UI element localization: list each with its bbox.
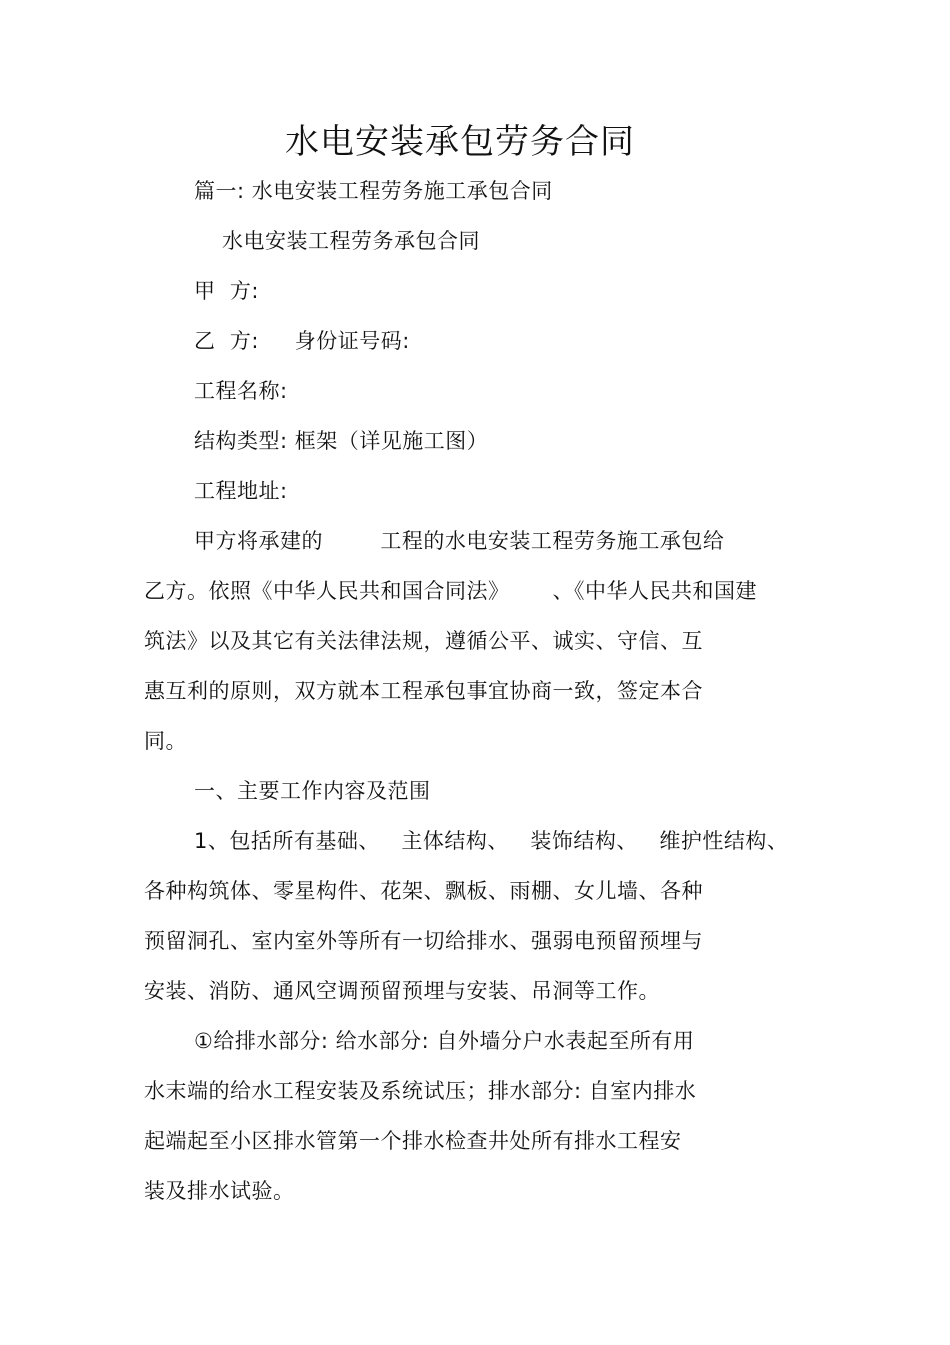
paragraph-line: ①给排水部分: 给水部分: 自外墙分户水表起至所有用 xyxy=(194,1029,695,1053)
project-name-field: 工程名称: xyxy=(194,379,288,403)
section-one-heading: 一、主要工作内容及范围 xyxy=(194,779,431,803)
paragraph-line: 预留洞孔、室内室外等所有一切给排水、强弱电预留预埋与 xyxy=(144,929,703,953)
party-b-field: 乙 方: 身份证号码: xyxy=(194,329,410,353)
paragraph-line: 起端起至小区排水管第一个排水检查井处所有排水工程安 xyxy=(144,1129,682,1153)
paragraph-line: 乙方。依照《中华人民共和国合同法》 、《中华人民共和国建 xyxy=(144,579,758,603)
party-a-field: 甲 方: xyxy=(194,279,259,303)
paragraph-line: 筑法》以及其它有关法律法规，遵循公平、诚实、守信、互 xyxy=(144,629,703,653)
document-title: 水电安装承包劳务合同 xyxy=(285,122,635,162)
project-address-field: 工程地址: xyxy=(194,479,288,503)
structure-type-field: 结构类型: 框架（详见施工图） xyxy=(194,429,489,453)
paragraph-line: 水末端的给水工程安装及系统试压；排水部分: 自室内排水 xyxy=(144,1079,697,1103)
paragraph-line: 甲方将承建的 工程的水电安装工程劳务施工承包给 xyxy=(194,529,725,553)
paragraph-line: 装及排水试验。 xyxy=(144,1179,295,1203)
paragraph-line: 各种构筑体、零星构件、花架、飘板、雨棚、女儿墙、各种 xyxy=(144,879,703,903)
paragraph-line: 同。 xyxy=(144,729,187,753)
paragraph-line: 惠互利的原则，双方就本工程承包事宜协商一致，签定本合 xyxy=(144,679,703,703)
contract-subtitle: 水电安装工程劳务承包合同 xyxy=(222,229,480,253)
paragraph-line: 1、包括所有基础、 主体结构、 装饰结构、 维护性结构、 xyxy=(194,829,789,853)
section-heading: 篇一: 水电安装工程劳务施工承包合同 xyxy=(194,179,553,203)
paragraph-line: 安装、消防、通风空调预留预埋与安装、吊洞等工作。 xyxy=(144,979,660,1003)
